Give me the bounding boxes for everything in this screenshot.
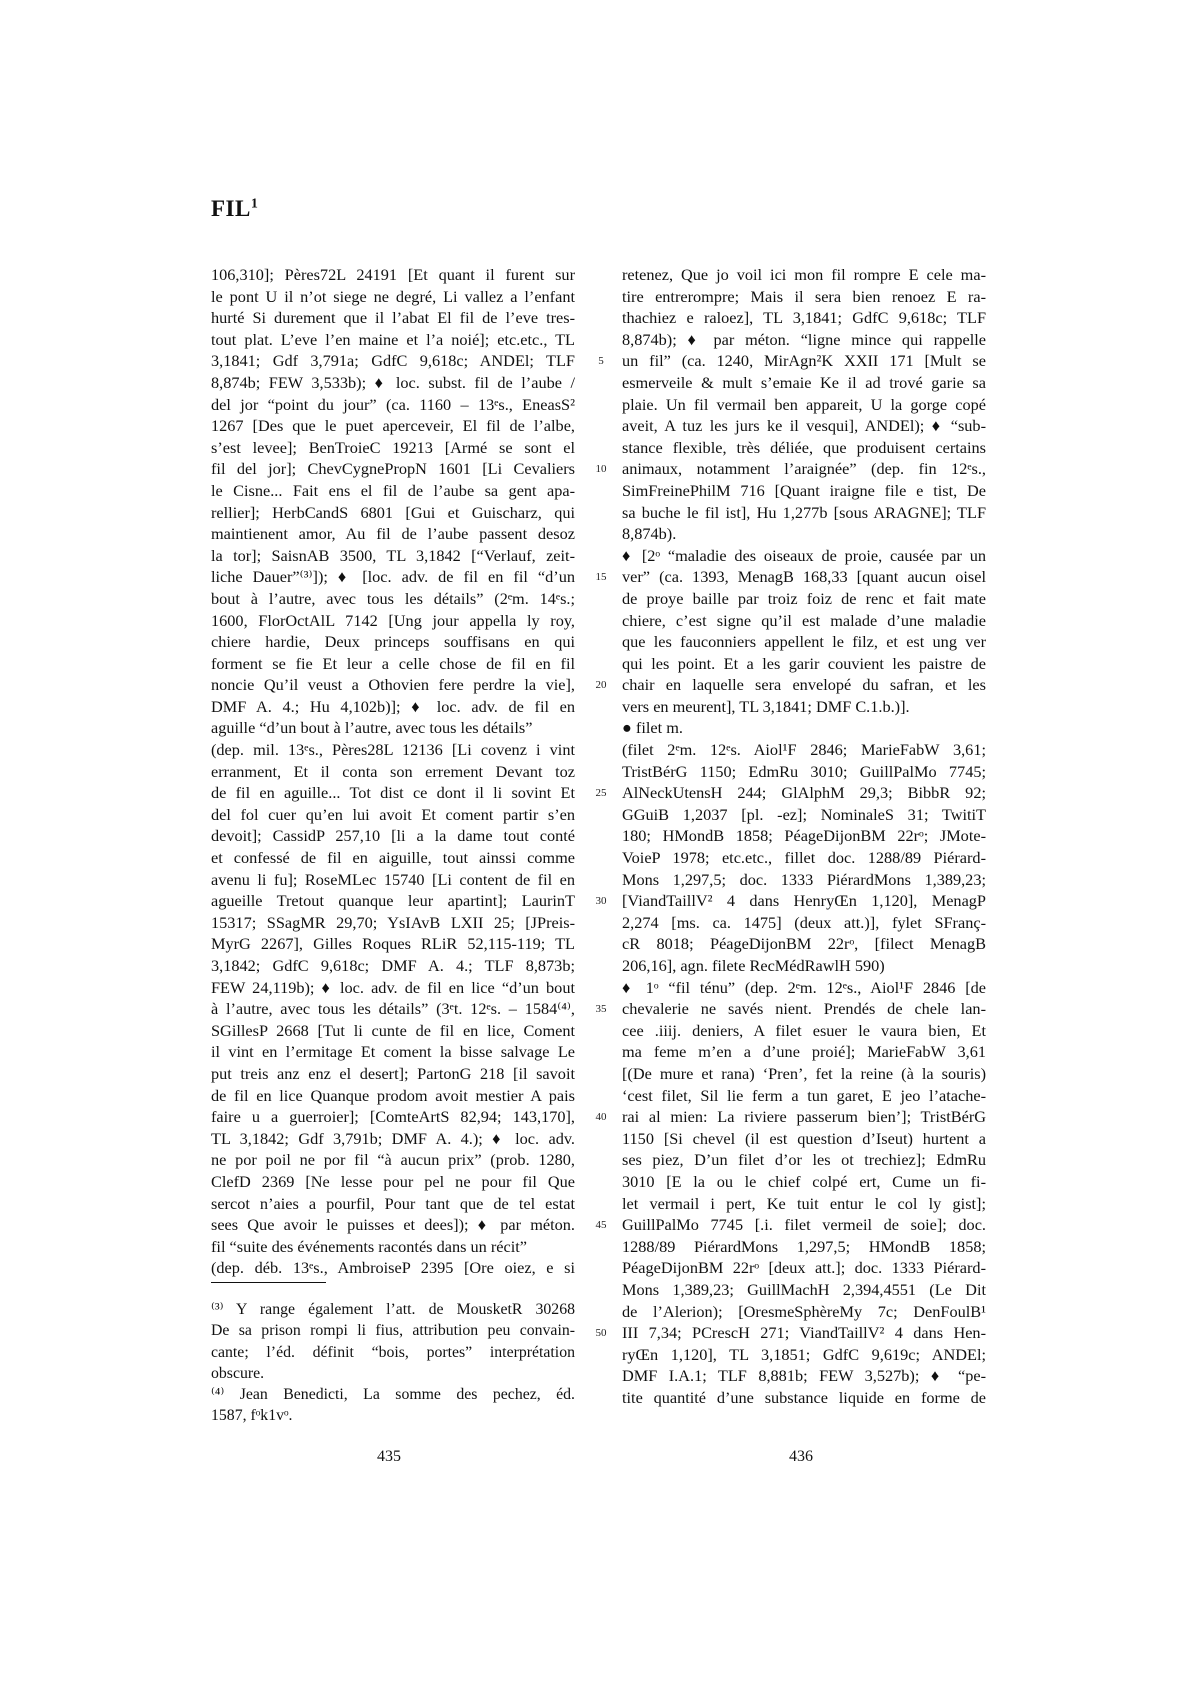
right-column-line: 206,16], agn. filete RecMédRawlH 590) — [622, 956, 885, 975]
left-column-line: fil del jor]; ChevCygnePropN 1601 [Li Cevaliers — [211, 459, 575, 479]
footnote-line: cante; l’éd. définit “bois, portes” interprétation — [211, 1343, 575, 1361]
right-column-line: GuillPalMo 7745 [.i. filet vermeil de soie]; doc. — [622, 1215, 986, 1235]
left-column-line: MyrG 2267], Gilles Roques RLiR 52,115-119; TL — [211, 934, 575, 954]
right-column-line: 1150 [Si chevel (il est question d’Iseut) hurtent a — [622, 1128, 986, 1148]
line-number: 35 — [595, 1003, 607, 1016]
left-column-line: la tor]; SaisnAB 3500, TL 3,1842 [“Verlauf, zeit- — [211, 545, 575, 565]
page-number-left: 435 — [377, 1448, 401, 1465]
footnote-rule — [211, 1282, 326, 1283]
right-column-line: aveit, A tuz les jurs ke il vesqui], ANDEl); ♦ “sub- — [622, 416, 986, 436]
left-column-line: liche Dauer”⁽³⁾]); ♦ [loc. adv. de fil en fil “d’un — [211, 567, 575, 587]
left-column-line: FEW 24,119b); ♦ loc. adv. de fil en lice “d’un bout — [211, 977, 575, 997]
footnote — [211, 1299, 575, 1385]
right-column-line: vers en meurent], TL 3,1841; DMF C.1.b.)]. — [622, 696, 910, 716]
left-column-line: et confessé de fil en aiguille, tout ainssi comme — [211, 848, 575, 868]
right-column-line: let vermail i pert, Ke tuit entur le col ly gist]; — [622, 1193, 986, 1213]
left-column-line: (dep. mil. 13ᵉs., Pères28L 12136 [Li covenz i vint — [211, 740, 575, 760]
line-number: 20 — [595, 679, 607, 692]
left-column-line: bout à l’autre, avec tous les détails” (2ᵉm. 14ᵉs.; — [211, 588, 575, 608]
headword-text: FIL — [211, 196, 251, 221]
right-column-line: chair en laquelle sera envelopé du safran, et les — [622, 675, 986, 695]
right-column-line: [(De mure et rana) ‘Pren’, fet la reine (à la souris) — [622, 1063, 986, 1083]
left-column-line: forment se fie Et leur a celle chose de fil en fil — [211, 653, 575, 673]
right-column-line: que les fauconniers appellent le filz, et est ung ver — [622, 632, 986, 652]
right-column-line: de l’Alerion); [OresmeSphèreMy 7c; DenFoulB¹ — [622, 1301, 986, 1321]
left-column-line: sees Que avoir le puisses et dees]); ♦ par méton. — [211, 1215, 575, 1235]
right-column-line: 8,874b). — [622, 524, 677, 544]
right-column-line: chiere, c’est signe qu’il est malade d’une maladie — [622, 610, 986, 630]
left-column-line: 1600, FlorOctAlL 7142 [Ung jour appella ly roy, — [211, 610, 575, 630]
footnote-line: De sa prison rompi li fius, attribution peu convain- — [211, 1322, 575, 1340]
footnote-line: obscure. — [211, 1365, 265, 1383]
line-number: 50 — [595, 1327, 607, 1340]
right-column-line: retenez, Que jo voil ici mon fil rompre E cele ma- — [622, 265, 986, 284]
right-column-line: SimFreinePhilM 716 [Quant iraigne file e tist, De — [622, 480, 986, 500]
right-column-line: un fil” (ca. 1240, MirAgn²K XXII 171 [Mult se — [622, 351, 986, 371]
line-number: 25 — [595, 787, 607, 800]
right-column-line: animaux, notamment l’araignée” (dep. fin 12ᵉs., — [622, 459, 986, 479]
right-column-line: AlNeckUtensH 244; GlAlphM 29,3; BibbR 92; — [622, 783, 986, 803]
left-column-line: de fil en lice Quanque prodom avoit mestier A pais — [211, 1085, 575, 1105]
left-column-line: ClefD 2369 [Ne lesse pour pel ne pour fil Que — [211, 1171, 575, 1191]
left-column-line: fil “suite des événements racontés dans un récit” — [211, 1236, 528, 1256]
right-column-line: stance flexible, très déliée, que produisent certains — [622, 437, 986, 457]
right-column-line: 180; HMondB 1858; PéageDijonBM 22rᵒ; JMote- — [622, 826, 986, 846]
left-column-line: il vint en l’ermitage Et coment la bisse salvage Le — [211, 1042, 575, 1062]
right-column-line: PéageDijonBM 22rᵒ [deux att.]; doc. 1333 Piérard- — [622, 1258, 986, 1278]
right-column-line: GGuiB 1,2037 [pl. -ez]; NominaleS 31; TwitiT — [622, 804, 986, 824]
right-column-line: 8,874b); ♦ par méton. “ligne mince qui rappelle — [622, 329, 986, 349]
left-column-line: noncie Qu’il veust a Othovien fere perdre la vie], — [211, 675, 575, 695]
left-column-line: erranment, Et il conta son errement Devant toz — [211, 761, 575, 781]
right-column-line: ‘cest filet, Sil lie ferm a tun garet, E jeo l’atache- — [622, 1085, 986, 1105]
right-column-line: cR 8018; PéageDijonBM 22rᵒ, [filect MenagB — [622, 934, 986, 954]
right-column-line: esmerveile & mult s’emaie Ke il ad trové garie sa — [622, 372, 986, 392]
left-column-line: 8,874b; FEW 3,533b); ♦ loc. subst. fil de l’aube / — [211, 372, 575, 392]
left-column-line: de fil en aguille... Tot dist ce dont il li sovint Et — [211, 783, 575, 803]
line-number: 15 — [595, 571, 607, 584]
left-column-line: del jor “point du jour” (ca. 1160 – 13ᵉs., EneasS² — [211, 394, 575, 414]
footnote-line: ⁽³⁾ Y range également l’att. de MousketR 30268 — [211, 1301, 575, 1318]
right-column-line: sa buche le fil ist], Hu 1,277b [sous ARAGNE]; TLF — [622, 502, 986, 522]
left-column-line: agueille Tretout quanque leur apartint]; LaurinT — [211, 891, 575, 911]
left-column-line: DMF A. 4.; Hu 4,102b)]; ♦ loc. adv. de fil en — [211, 696, 575, 716]
right-column-line: ses piez, D’un filet d’or les ot trechiez]; EdmRu — [622, 1150, 986, 1170]
right-column-line: ver” (ca. 1393, MenagB 168,33 [quant aucun oisel — [622, 567, 986, 587]
right-column-line: DMF I.A.1; TLF 8,881b; FEW 3,527b); ♦ “pe- — [622, 1366, 986, 1386]
line-number: 40 — [595, 1111, 607, 1124]
left-column-line: aguille “d’un bout à l’autre, avec tous les détails” — [211, 718, 533, 738]
footnote-line: ⁽⁴⁾ Jean Benedicti, La somme des pechez, éd. — [211, 1386, 575, 1403]
right-column-line: rai al mien: La riviere passerum bien’]; TristBérG — [622, 1107, 986, 1127]
left-column-line: 3,1842; GdfC 9,618c; DMF A. 4.; TLF 8,873b; — [211, 956, 575, 975]
left-column-line: SGillesP 2668 [Tut li cunte de fil en lice, Coment — [211, 1020, 575, 1040]
footnote-line: 1587, fᵒk1vᵒ. — [211, 1407, 293, 1425]
left-column-line: hurté Si durement que il l’abat El fil de l’eve tres- — [211, 308, 575, 328]
right-column-line: tite quantité d’une substance liquide en forme de — [622, 1387, 986, 1407]
left-column-line: sercot n’aies a pourfil, Pour tant que de tel estat — [211, 1193, 575, 1213]
right-column-line: de proye baille par troiz foiz de renc et fait mate — [622, 588, 986, 608]
line-number: 10 — [595, 463, 607, 476]
right-column-line: TristBérG 1150; EdmRu 3010; GuillPalMo 7745; — [622, 761, 986, 781]
right-column-line: ● filet m. — [622, 718, 683, 738]
right-column-line: (filet 2ᵉm. 12ᵉs. Aiol¹F 2846; MarieFabW 3,61; — [622, 740, 986, 760]
right-column-line: ♦ [2ᵒ “maladie des oiseaux de proie, causée par un — [622, 545, 986, 565]
footnote — [211, 1384, 575, 1427]
right-column-line: 1288/89 PiérardMons 1,297,5; HMondB 1858; — [622, 1236, 986, 1256]
left-column-line: put treis anz enz el desert]; PartonG 218 [il savoit — [211, 1063, 575, 1083]
right-column-line: chevalerie ne savés nient. Prendés de chele lan- — [622, 999, 986, 1019]
right-column-line: ♦ 1ᵒ “fil ténu” (dep. 2ᵉm. 12ᵉs., Aiol¹F 2846 [de — [622, 977, 986, 997]
left-column-line: avenu li fu]; RoseMLec 15740 [Li content de fil en — [211, 869, 575, 889]
left-column-line: le pont U il n’ot siege ne degré, Li vallez a l’enfant — [211, 286, 575, 306]
right-column-line: ma feme m’en a d’une proié]; MarieFabW 3,61 — [622, 1042, 986, 1062]
line-number: 5 — [598, 355, 604, 368]
line-number: 45 — [595, 1219, 607, 1232]
right-column-line: Mons 1,389,23; GuillMachH 2,394,4551 (Le Dit — [622, 1279, 986, 1299]
right-column-line: III 7,34; PCrescH 271; ViandTaillV² 4 dans Hen- — [622, 1323, 986, 1343]
left-column-line: 106,310]; Pères72L 24191 [Et quant il furent sur — [211, 265, 575, 284]
right-column-line: 3010 [E la ou le chief colpé ert, Cume un fi- — [622, 1171, 986, 1191]
left-column-line: le Cisne... Fait ens el fil de l’aube sa gent apa- — [211, 480, 575, 500]
left-column-line: s’est levee]; BenTroieC 19213 [Armé se sont el — [211, 437, 575, 457]
left-column-line: 1267 [Des que le puet aperceveir, El fil de l’albe, — [211, 416, 575, 436]
left-column-line: 15317; SSagMR 29,70; YsIAvB LXII 25; [JPreis- — [211, 912, 575, 932]
headword — [211, 196, 258, 222]
line-number: 30 — [595, 895, 607, 908]
right-column-line: ryŒn 1,120], TL 3,1851; GdfC 9,619c; ANDEl; — [622, 1344, 986, 1364]
left-column-line: tout plat. L’eve l’en maine et l’a noié]; etc.etc., TL — [211, 329, 575, 349]
right-column-line: thachiez e raloez], TL 3,1841; GdfC 9,618c; TLF — [622, 308, 986, 328]
left-column-line: rellier]; HerbCandS 6801 [Gui et Guischarz, qui — [211, 502, 575, 522]
right-column-line: [ViandTaillV² 4 dans HenryŒn 1,120], MenagP — [622, 891, 986, 911]
left-column-line: (dep. déb. 13ᵉs., AmbroiseP 2395 [Ore oiez, e si — [211, 1258, 575, 1278]
right-column — [622, 264, 986, 1408]
right-column-line: qui les point. Et a les garir couvient les paistre de — [622, 653, 986, 673]
left-column-line: maintienent amor, Au fil de l’aube passent desoz — [211, 524, 575, 544]
left-column-line: chiere hardie, Deux princeps souffisans en qui — [211, 632, 575, 652]
right-column-line: 2,274 [ms. ca. 1475] (deux att.)], fylet SFranç- — [622, 912, 986, 932]
headword-superscript: 1 — [250, 196, 259, 212]
left-column-line: TL 3,1842; Gdf 3,791b; DMF A. 4.); ♦ loc. adv. — [211, 1128, 575, 1148]
right-column-line: cee .iiij. deniers, A filet esuer le vaura bien, Et — [622, 1020, 986, 1040]
page-number-right: 436 — [789, 1448, 813, 1465]
left-column-line: ne por poil ne por fil “à aucun prix” (prob. 1280, — [211, 1150, 575, 1170]
left-column — [211, 264, 575, 1279]
right-column-line: VoieP 1978; etc.etc., fillet doc. 1288/89 Piérard- — [622, 848, 986, 868]
right-column-line: Mons 1,297,5; doc. 1333 PiérardMons 1,389,23; — [622, 869, 986, 889]
right-column-line: plaie. Un fil vermail ben appareit, U la gorge copé — [622, 394, 986, 414]
left-column-line: 3,1841; Gdf 3,791a; GdfC 9,618c; ANDEl; TLF — [211, 351, 575, 371]
right-column-line: tire entrerompre; Mais il sera bien renoez E ra- — [622, 286, 986, 306]
left-column-line: del fol cuer qu’en lui avoit Et coment partir s’en — [211, 804, 575, 824]
left-column-line: devoit]; CassidP 257,10 [li a la dame tout conté — [211, 826, 575, 846]
left-column-line: faire u a guerroier]; [ComteArtS 82,94; 143,170], — [211, 1107, 575, 1127]
left-column-line: à l’autre, avec tous les détails” (3ᵉt. 12ᵉs. – 1584⁽⁴⁾, — [211, 999, 575, 1019]
